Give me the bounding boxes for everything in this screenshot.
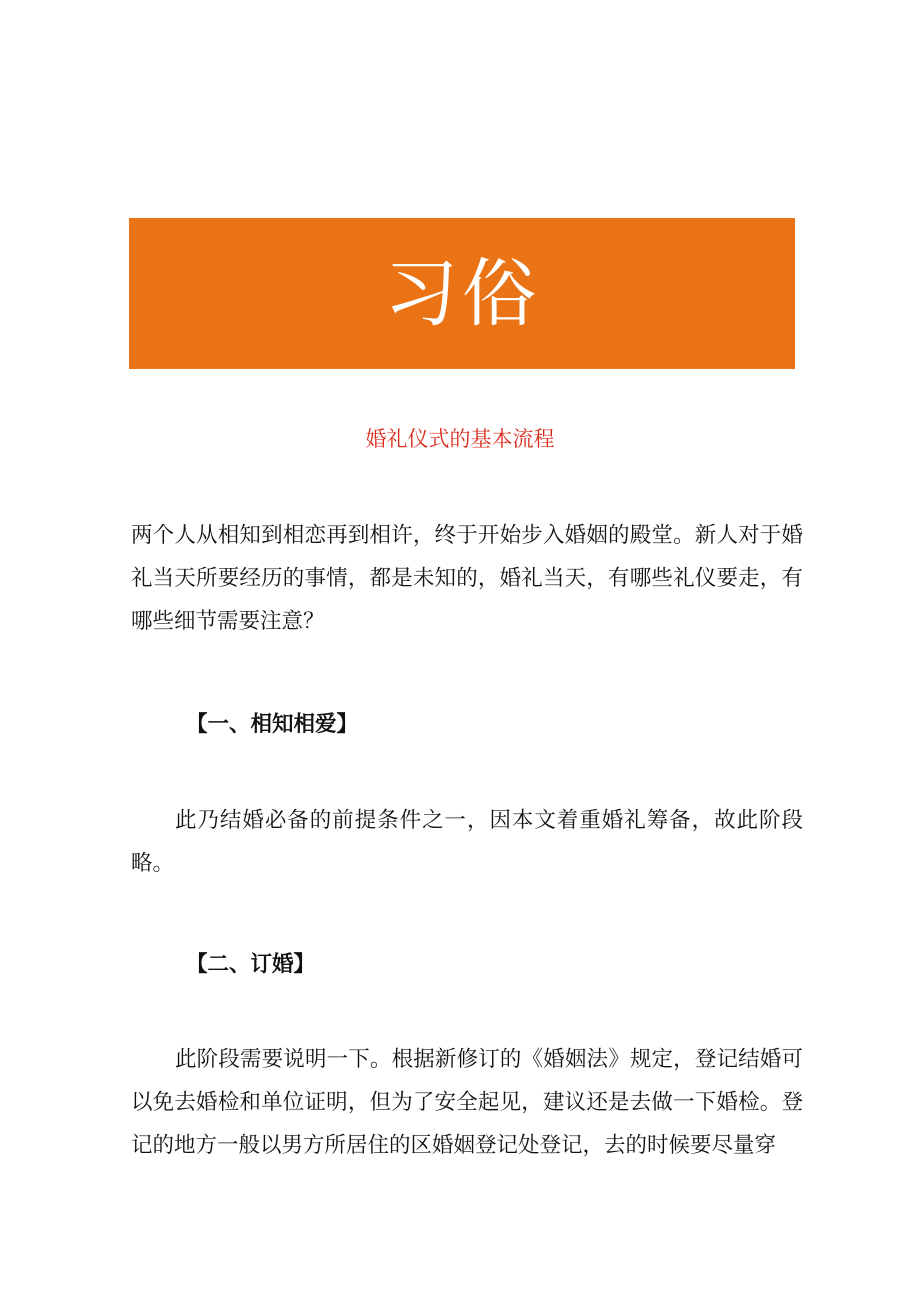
intro-paragraph: 两个人从相知到相恋再到相许，终于开始步入婚姻的殿堂。新人对于婚礼当天所要经历的事情，都是未知的，婚礼当天，有哪些礼仪要走，有哪些细节需要注意？ <box>131 523 803 634</box>
banner-title: 习俗 <box>384 250 540 337</box>
section-heading-1: 【一、相知相爱】 <box>186 712 359 737</box>
section-heading-2: 【二、订婚】 <box>186 952 316 977</box>
section-body-2: 此阶段需要说明一下。根据新修订的《婚姻法》规定，登记结婚可以免去婚检和单位证明，但为了安全起见，建议还是去做一下婚检。登记的地方一般以男方所居住的区婚姻登记处登记，去的时候要尽量穿 <box>131 1047 803 1158</box>
title-banner <box>129 218 795 369</box>
section-body-1: 此乃结婚必备的前提条件之一，因本文着重婚礼筹备，故此阶段略。 <box>131 808 803 876</box>
document-subtitle: 婚礼仪式的基本流程 <box>365 427 555 451</box>
